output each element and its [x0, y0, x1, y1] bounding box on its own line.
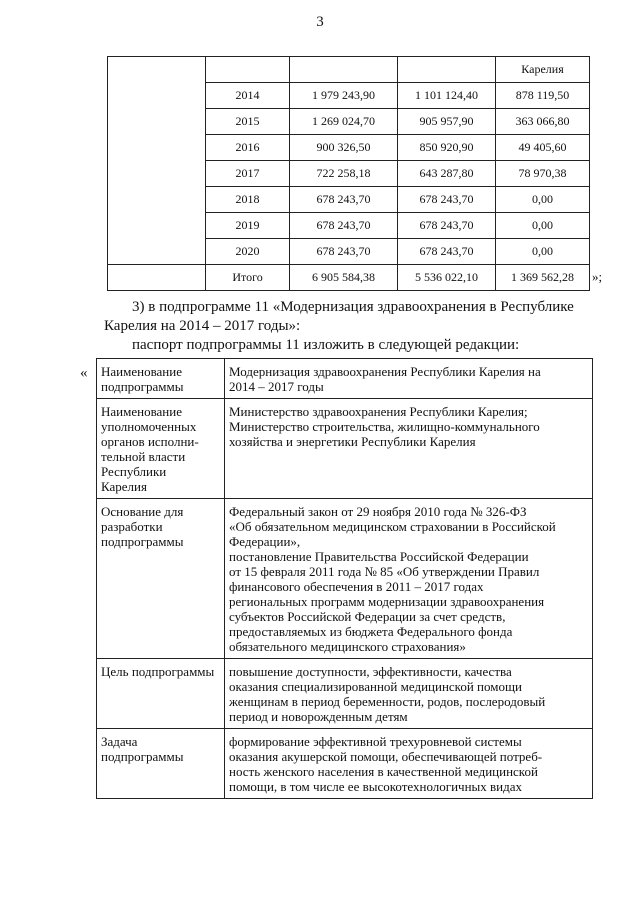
total-cell: 1 269 024,70: [290, 109, 398, 135]
financing-table: [107, 56, 590, 291]
row-label: Наименование уполномоченных органов исполни- тельной власти Республики Карелия: [97, 399, 225, 499]
federal-cell: 5 536 022,10: [398, 265, 496, 291]
federal-cell: 678 243,70: [398, 187, 496, 213]
row-value: Министерство здравоохранения Республики Карелия; Министерство строительства, жилищно-коммунального хозяйства и энергетики Республики Карелия: [225, 399, 593, 499]
year-cell: 2019: [206, 213, 290, 239]
year-cell: 2015: [206, 109, 290, 135]
federal-cell: 678 243,70: [398, 239, 496, 265]
table-row: [108, 57, 590, 83]
federal-cell: 1 101 124,40: [398, 83, 496, 109]
column-header-karelia: Карелия: [496, 57, 590, 83]
total-cell: 1 979 243,90: [290, 83, 398, 109]
row-label: Основание для разработки подпрограммы: [97, 499, 225, 659]
page-number: 3: [316, 14, 324, 30]
total-cell: 678 243,70: [290, 239, 398, 265]
total-label-cell: Итого: [206, 265, 290, 291]
row-value: Модернизация здравоохранения Республики Карелия на 2014 – 2017 годы: [225, 359, 593, 399]
regional-cell: 78 970,38: [496, 161, 590, 187]
year-cell: 2018: [206, 187, 290, 213]
paragraph-line: Карелия на 2014 – 2017 годы»:: [104, 318, 301, 334]
regional-cell: 0,00: [496, 187, 590, 213]
paragraph-line: 3) в подпрограмме 11 «Модернизация здравоохранения в Республике: [132, 299, 574, 315]
year-cell: 2020: [206, 239, 290, 265]
federal-cell: 643 287,80: [398, 161, 496, 187]
year-cell: 2014: [206, 83, 290, 109]
table-row: [97, 659, 593, 729]
year-cell: 2017: [206, 161, 290, 187]
table-row-total: [108, 265, 590, 291]
total-cell: 678 243,70: [290, 213, 398, 239]
federal-cell: 850 920,90: [398, 135, 496, 161]
closing-quote: »;: [592, 269, 603, 284]
regional-cell: 0,00: [496, 239, 590, 265]
table-row: [97, 499, 593, 659]
row-value: формирование эффективной трехуровневой системы оказания акушерской помощи, обеспечивающей потреб- ность женского населения в качественной медицинской помощи, в том числе ее высокотехнологичных видах: [225, 729, 593, 799]
total-cell: 900 326,50: [290, 135, 398, 161]
total-cell: 722 258,18: [290, 161, 398, 187]
opening-quote: «: [80, 365, 88, 381]
empty-label-cell: [108, 57, 206, 265]
regional-cell: 878 119,50: [496, 83, 590, 109]
table-row: [97, 729, 593, 799]
regional-cell: 1 369 562,28: [496, 265, 590, 291]
table-row: [97, 399, 593, 499]
regional-cell: 49 405,60: [496, 135, 590, 161]
total-cell: 6 905 584,38: [290, 265, 398, 291]
row-label: Цель подпрограммы: [97, 659, 225, 729]
row-value: Федеральный закон от 29 ноября 2010 года № 326-ФЗ «Об обязательном медицинском страховании в Российской Федерации», постановление Правительства Российской Федерации от 15 февраля 2011 года № 85 «Об утверждении Правил финансового обеспечения в 2011 – 2017 годах региональных программ модернизации здравоохранения субъектов Российской Федерации за счет средств, предоставляемых из бюджета Федерального фонда обязательного медицинского страхования»: [225, 499, 593, 659]
federal-cell: 905 957,90: [398, 109, 496, 135]
year-cell: 2016: [206, 135, 290, 161]
passport-table: [96, 358, 593, 799]
row-value: повышение доступности, эффективности, качества оказания специализированной медицинской помощи женщинам в период беременности, родов, послеродовый период и новорожденным детям: [225, 659, 593, 729]
row-label: Задача подпрограммы: [97, 729, 225, 799]
regional-cell: 363 066,80: [496, 109, 590, 135]
federal-cell: 678 243,70: [398, 213, 496, 239]
regional-cell: 0,00: [496, 213, 590, 239]
total-cell: 678 243,70: [290, 187, 398, 213]
table-row: [97, 359, 593, 399]
paragraph-line: паспорт подпрограммы 11 изложить в следующей редакции:: [132, 337, 520, 353]
row-label: Наименование подпрограммы: [97, 359, 225, 399]
